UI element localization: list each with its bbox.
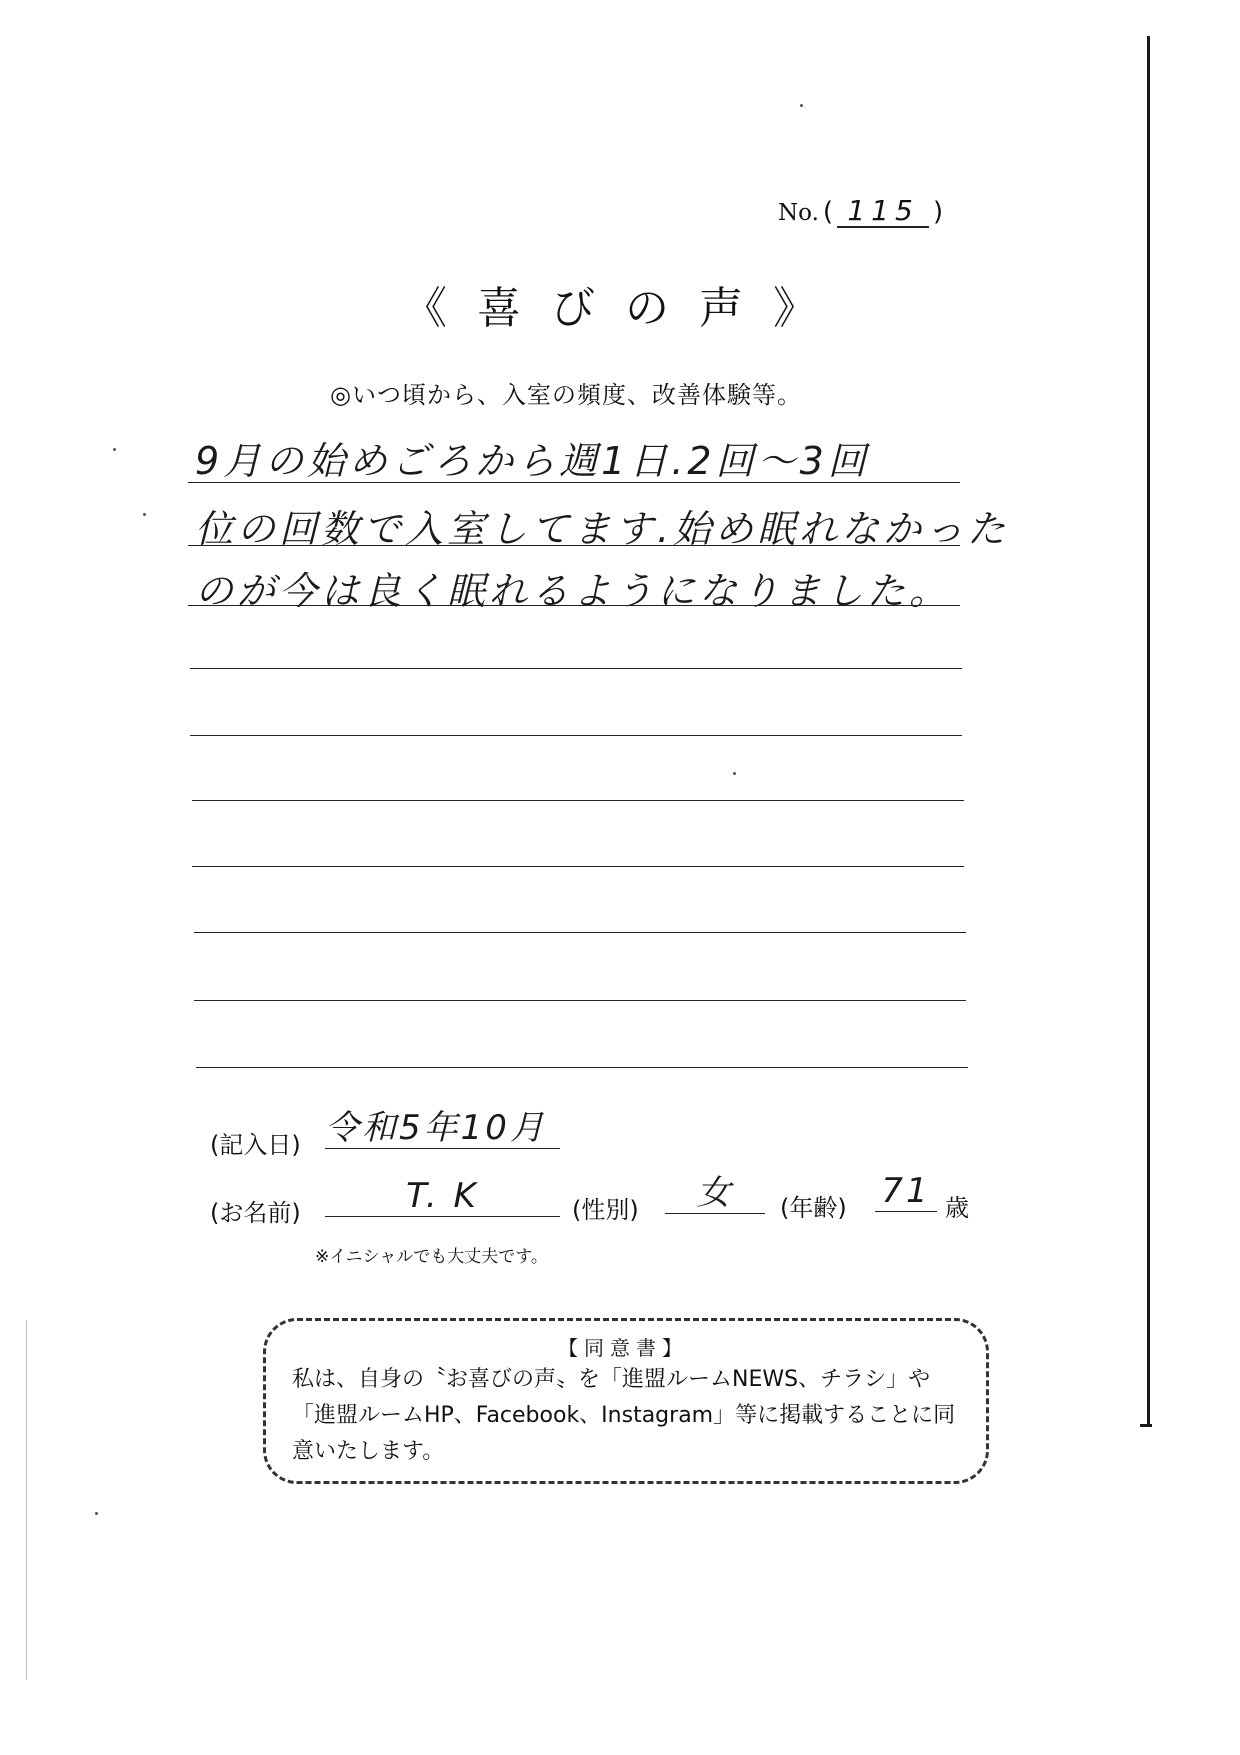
- ruled-line: [190, 735, 962, 736]
- form-prompt: ◎いつ頃から、入室の頻度、改善体験等。: [330, 381, 802, 409]
- scan-speck: [113, 448, 116, 451]
- scan-speck: [95, 1512, 98, 1515]
- ruled-line: [194, 932, 966, 933]
- number-open-paren: (: [822, 197, 834, 227]
- scan-speck: [143, 513, 146, 516]
- name-value: T. K: [325, 1176, 560, 1217]
- ruled-line: [192, 866, 964, 867]
- number-close-paren: ): [933, 197, 944, 227]
- ruled-line: [190, 668, 962, 669]
- date-label: (記入日): [210, 1131, 301, 1159]
- handwritten-line-3: のが今は良く眠れるようになりました。: [195, 569, 952, 613]
- name-label: (お名前): [210, 1199, 301, 1227]
- handwritten-line-2: 位の回数で入室してます.始め眠れなかった: [195, 507, 1010, 551]
- date-value: 令和5年10月: [325, 1108, 560, 1149]
- ruled-line: [188, 545, 960, 546]
- number-prefix: No.: [778, 200, 819, 226]
- initial-note: ※イニシャルでも大丈夫です。: [315, 1247, 548, 1267]
- ruled-line: [194, 1000, 966, 1001]
- number-value: 115: [837, 196, 929, 228]
- ruled-line: [188, 605, 960, 606]
- gender-value: 女: [665, 1173, 765, 1214]
- ruled-line: [188, 482, 960, 483]
- scan-speck: [800, 104, 803, 107]
- ruled-line: [196, 1067, 968, 1068]
- age-value: 71: [875, 1171, 937, 1212]
- consent-title: 【同意書】: [558, 1336, 688, 1360]
- age-label: (年齢): [780, 1194, 847, 1222]
- age-unit: 歳: [945, 1194, 969, 1222]
- gender-label: (性別): [572, 1196, 639, 1224]
- consent-text: 私は、自身の〝お喜びの声〟を「進盟ルームNEWS、チラシ」や「進盟ルームHP、Facebook、Instagram」等に掲載することに同意いたします。: [292, 1367, 956, 1464]
- handwritten-line-1: 9月の始めごろから週1日.2回～3回: [195, 439, 870, 483]
- scan-speck: [733, 772, 736, 775]
- page-title: 《喜びの声》: [403, 283, 847, 334]
- ruled-line: [192, 800, 964, 801]
